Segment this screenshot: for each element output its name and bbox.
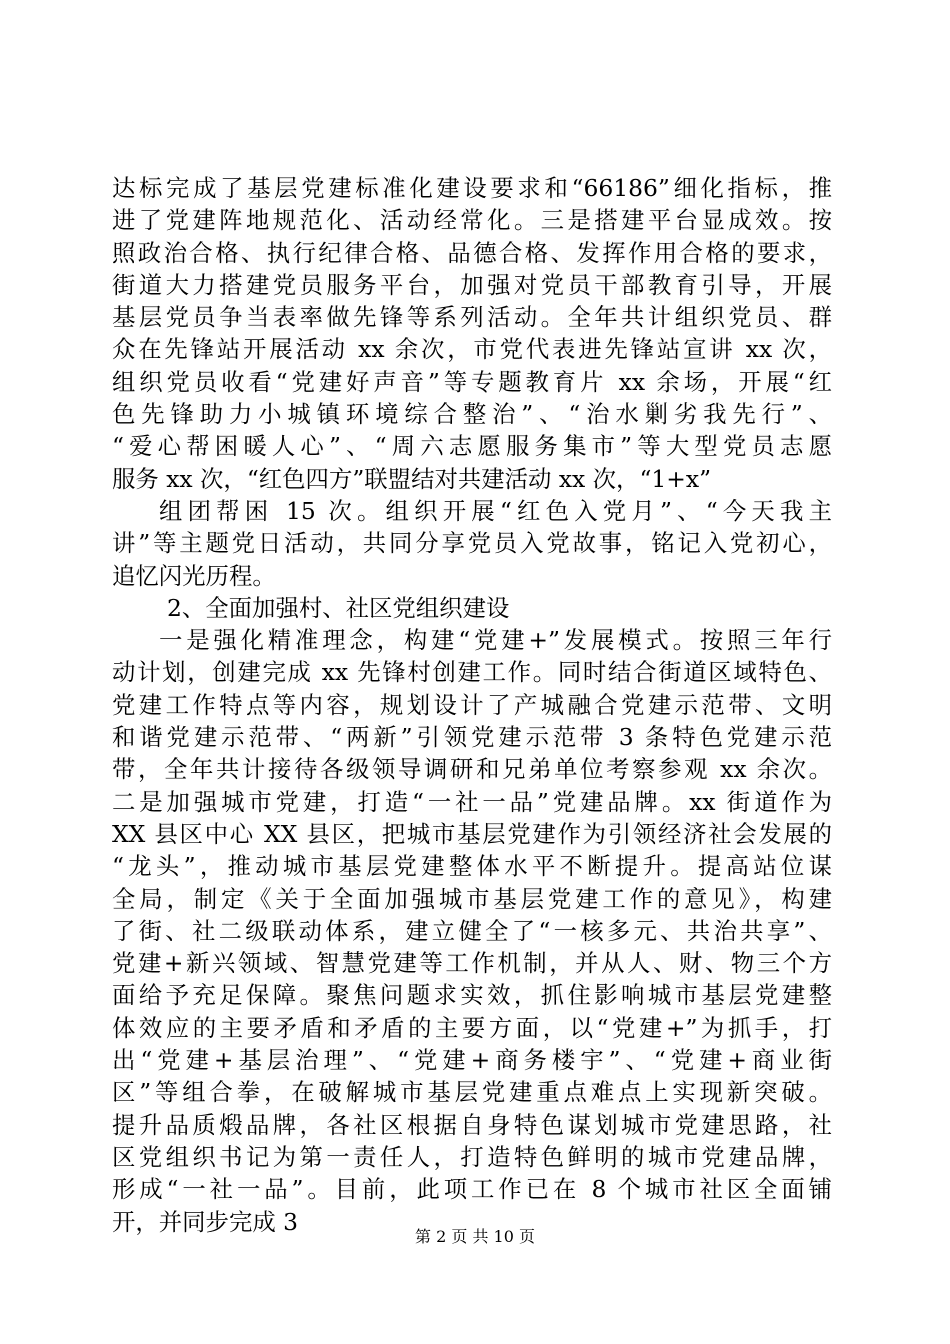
text-line: 全局，制定《关于全面加强城市基层党建工作的意见》，构建 xyxy=(112,884,832,913)
text-line: “爱心帮困暖人心”、“周六志愿服务集市”等大型党员志愿 xyxy=(112,432,832,461)
text-line: 二是加强城市党建，打造“一社一品”党建品牌。xx 街道作为 xyxy=(112,787,832,816)
text-line: XX 县区中心 XX 县区，把城市基层党建作为引领经济社会发展的 xyxy=(112,819,832,848)
text-line: 众在先锋站开展活动 xx 余次，市党代表进先锋站宣讲 xx 次， xyxy=(112,335,832,364)
text-line: 组团帮困 15 次。组织开展“红色入党月”、“今天我主 xyxy=(159,496,832,525)
text-line: 追忆闪光历程。 xyxy=(112,561,276,590)
text-line: 带，全年共计接待各级领导调研和兄弟单位考察参观 xx 余次。 xyxy=(112,755,832,784)
text-line: 进了党建阵地规范化、活动经常化。三是搭建平台显成效。按 xyxy=(112,206,832,235)
text-line: 区党组织书记为第一责任人，打造特色鲜明的城市党建品牌， xyxy=(112,1142,832,1171)
text-line: 体效应的主要矛盾和矛盾的主要方面，以“党建+”为抓手，打 xyxy=(112,1013,832,1042)
text-line: 出“党建+基层治理”、“党建+商务楼宇”、“党建+商业街 xyxy=(112,1046,832,1075)
text-line: 面给予充足保障。聚焦问题求实效，抓住影响城市基层党建整 xyxy=(112,981,832,1010)
text-line: 照政治合格、执行纪律合格、品德合格、发挥作用合格的要求， xyxy=(112,238,832,267)
document-body xyxy=(112,172,832,1238)
text-line: 区”等组合拳，在破解城市基层党建重点难点上实现新突破。 xyxy=(112,1078,832,1107)
text-line: 形成“一社一品”。目前，此项工作已在 8 个城市社区全面铺 xyxy=(112,1175,832,1204)
text-line: 一是强化精准理念，构建“党建+”发展模式。按照三年行 xyxy=(159,626,832,655)
text-line: 讲”等主题党日活动，共同分享党员入党故事，铭记入党初心， xyxy=(112,529,832,558)
page-number-footer: 第 2 页 共 10 页 xyxy=(415,1227,535,1246)
text-line: 动计划，创建完成 xx 先锋村创建工作。同时结合街道区域特色、 xyxy=(112,658,832,687)
text-line: “龙头”，推动城市基层党建整体水平不断提升。提高站位谋 xyxy=(112,852,832,881)
text-line: 和谐党建示范带、“两新”引领党建示范带 3 条特色党建示范 xyxy=(112,723,832,752)
text-line: 开，并同步完成 3 xyxy=(112,1207,299,1236)
text-line: 党建工作特点等内容，规划设计了产城融合党建示范带、文明 xyxy=(112,690,832,719)
text-line: 基层党员争当表率做先锋等系列活动。全年共计组织党员、群 xyxy=(112,303,832,332)
text-line: 组织党员收看“党建好声音”等专题教育片 xx 余场，开展“红 xyxy=(112,367,832,396)
text-line: 街道大力搭建党员服务平台，加强对党员干部教育引导，开展 xyxy=(112,270,832,299)
text-line: 服务 xx 次，“红色四方”联盟结对共建活动 xx 次，“1+x” xyxy=(112,464,712,493)
section-heading: 2、全面加强村、社区党组织建设 xyxy=(167,593,510,622)
text-line: 提升品质煅品牌，各社区根据自身特色谋划城市党建思路，社 xyxy=(112,1110,832,1139)
text-line: 了街、社二级联动体系，建立健全了“一核多元、共治共享”、 xyxy=(112,916,832,945)
text-line: 党建+新兴领域、智慧党建等工作机制，并从人、财、物三个方 xyxy=(112,949,832,978)
text-line: 色先锋助力小城镇环境综合整治”、“治水剿劣我先行”、 xyxy=(112,400,832,429)
text-line: 达标完成了基层党建标准化建设要求和“66186”细化指标，推 xyxy=(112,174,832,202)
